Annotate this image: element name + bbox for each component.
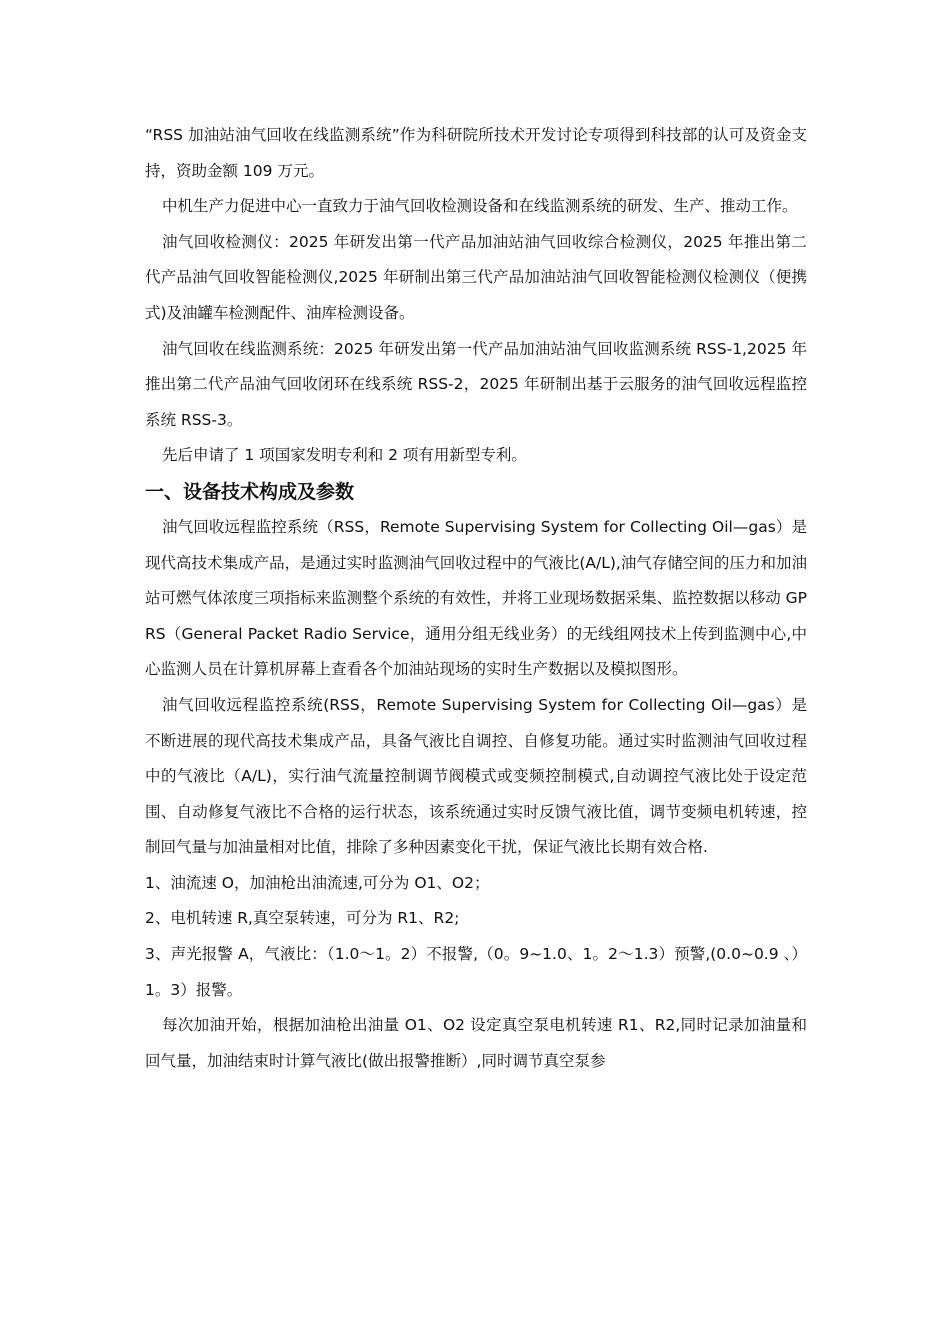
list-item-flow-rate: 1、油流速 O，加油枪出油流速,可分为 O1、O2； [145,873,490,892]
paragraph-patents: 先后申请了 1 项国家发明专利和 2 项有用新型专利。 [162,446,527,465]
paragraph-rss-control: 油气回收远程监控系统(RSS，Remote Supervising System for Collecting Oil—gas）是不断进展的现代高技术集成产品，具备气液比自调控、自修复功能。通过实时监测油气回收过程中的气液比（A/L)，实行油气流量控制调节阀模式或变频控制模式,自动调控气液比处于设定范围、自动修复气液比不合格的运行状态，该系统通过实时反馈气液比值，调节变频电机转速，控制回气量与加油量相对比值，排除了多种因素变化干扰，保证气液比长期有效合格. [145,695,807,857]
section-heading: 一、设备技术构成及参数 [145,480,355,503]
paragraph-detector-history: 油气回收检测仪：2025 年研发出第一代产品加油站油气回收综合检测仪，2025 年推出第二代产品油气回收智能检测仪,2025 年研制出第三代产品加油站油气回收智能检测仪检测仪（便携式)及油罐车检测配件、油库检测设备。 [145,232,807,322]
paragraph-center-intro: 中机生产力促进中心一直致力于油气回收检测设备和在线监测系统的研发、生产、推动工作。 [162,197,798,216]
paragraph-operation: 每次加油开始，根据加油枪出油量 O1、O2 设定真空泵电机转速 R1、R2,同时记录加油量和回气量，加油结束时计算气液比(做出报警推断）,同时调节真空泵参 [145,1016,807,1070]
paragraph-monitoring-history: 油气回收在线监测系统：2025 年研发出第一代产品加油站油气回收监测系统 RSS-1,2025 年推出第二代产品油气回收闭环在线系统 RSS-2，2025 年研制出基于云服务的油气回收远程监控系统 RSS-3。 [145,339,807,429]
list-item-alarm: 3、声光报警 A，气液比：（1.0～1。2）不报警,（0。9~1.0、1。2～1.3）预警,(0.0~0.9 、）1。3）报警。 [145,945,807,999]
list-item-motor-speed: 2、电机转速 R,真空泵转速，可分为 R1、R2; [145,909,460,928]
paragraph-rss-overview: 油气回收远程监控系统（RSS，Remote Supervising System for Collecting Oil—gas）是现代高技术集成产品，是通过实时监测油气回收过程中的气液比(A/L),油气存储空间的压力和加油站可燃气体浓度三项指标来监测整个系统的有效性，并将工业现场数据采集、监控数据以移动 GPRS（General Packet Radio Service，通用分组无线业务）的无线组网技术上传到监测中心,中心监测人员在计算机屏幕上查看各个加油站现场的实时生产数据以及模拟图形。 [145,517,807,679]
document-body [145,118,807,1079]
paragraph-funding: “RSS 加油站油气回收在线监测系统”作为科研院所技术开发讨论专项得到科技部的认可及资金支持，资助金额 109 万元。 [145,126,807,180]
